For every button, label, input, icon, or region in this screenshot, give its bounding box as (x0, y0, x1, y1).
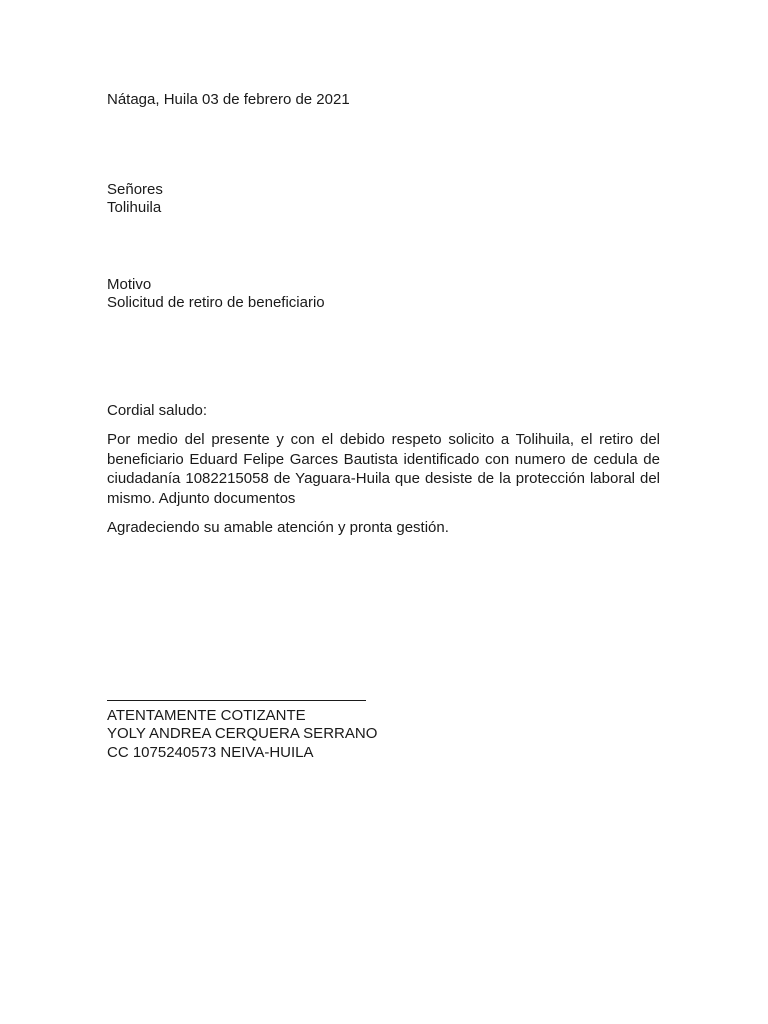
place-date: Nátaga, Huila 03 de febrero de 2021 (107, 91, 350, 108)
greeting: Cordial saludo: (107, 402, 208, 419)
signature-title: ATENTAMENTE COTIZANTE (107, 707, 306, 724)
signature-id: CC 1075240573 NEIVA-HUILA (107, 744, 314, 761)
recipient-name: Tolihuila (107, 199, 162, 216)
subject-text: Solicitud de retiro de beneficiario (107, 294, 325, 311)
recipient-salutation: Señores (107, 181, 163, 198)
signature-name: YOLY ANDREA CERQUERA SERRANO (107, 725, 378, 742)
subject-label: Motivo (107, 276, 152, 293)
body-paragraph: Por medio del presente y con el debido respeto solicito a Tolihuila, el retiro del beneficiario Eduard Felipe Garces Bautista identificado con numero de cedula de ciudadanía 1082215058 de Yaguara-Huila que desiste de la protección laboral del mismo. Adjunto documentos (107, 431, 660, 507)
closing-paragraph: Agradeciendo su amable atención y pronta gestión. (107, 519, 449, 536)
signature-line (107, 700, 366, 701)
